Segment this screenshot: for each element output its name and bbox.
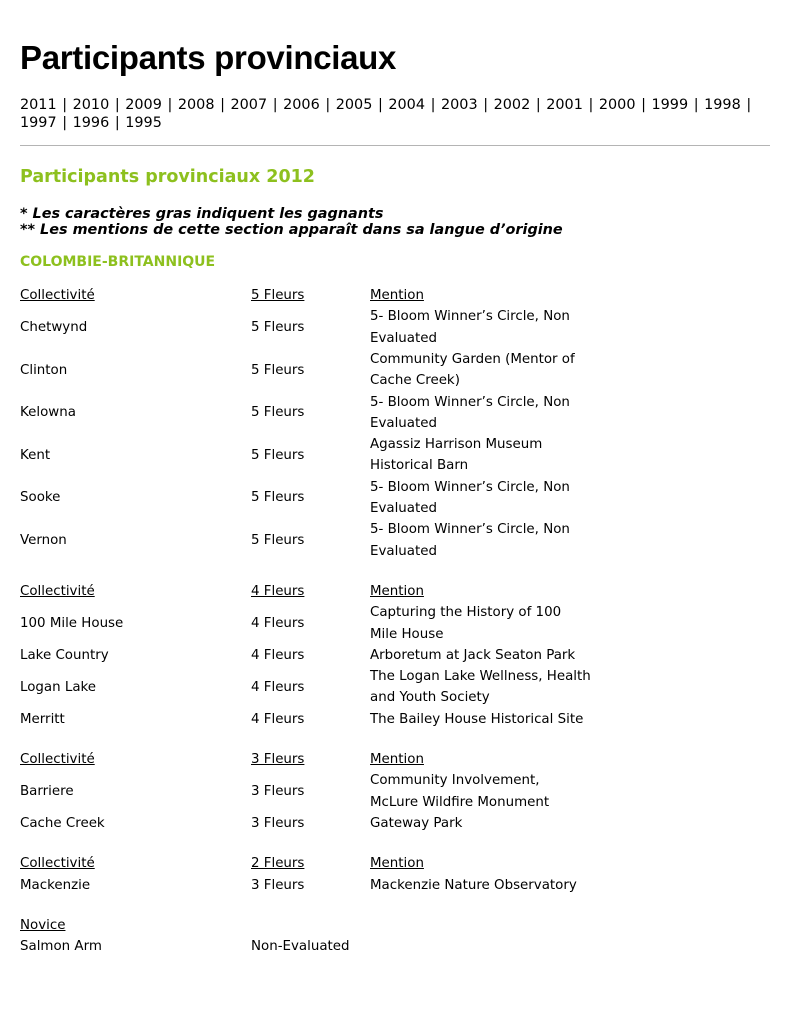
community-cell: Salmon Arm: [20, 939, 102, 955]
column-header: Mention: [370, 752, 424, 767]
mention-cell: The Logan Lake Wellness, Health: [370, 669, 591, 685]
mention-cell: 5- Bloom Winner’s Circle, Non: [370, 394, 570, 410]
rating-cell: 5 Fleurs: [251, 405, 305, 421]
year-link-1995[interactable]: 1995: [125, 115, 162, 131]
mention-cell: and Youth Society: [370, 690, 490, 706]
mention-cell: Historical Barn: [370, 458, 469, 474]
rating-cell: 5 Fleurs: [251, 319, 305, 335]
community-cell: Clinton: [20, 362, 68, 378]
community-cell: Sooke: [20, 490, 61, 506]
mention-cell: Evaluated: [370, 330, 437, 346]
rating-cell: 4 Fleurs: [251, 711, 305, 727]
year-link-2006[interactable]: 2006: [283, 97, 320, 113]
year-separator: |: [478, 97, 493, 113]
mention-cell: Community Involvement,: [370, 773, 540, 789]
mention-cell: The Bailey House Historical Site: [370, 711, 584, 727]
mention-cell: 5- Bloom Winner’s Circle, Non: [370, 309, 570, 325]
community-cell: Merritt: [20, 711, 65, 727]
community-cell: Kent: [20, 447, 51, 463]
year-link-1998[interactable]: 1998: [704, 97, 741, 113]
year-link-2003[interactable]: 2003: [441, 97, 478, 113]
year-separator: |: [268, 97, 283, 113]
year-link-2010[interactable]: 2010: [72, 97, 110, 113]
mention-cell: 5- Bloom Winner’s Circle, Non: [370, 479, 570, 495]
year-separator: |: [689, 97, 704, 113]
rating-cell: 5 Fleurs: [251, 532, 305, 548]
year-link-2004[interactable]: 2004: [388, 97, 425, 113]
community-cell: Vernon: [20, 532, 67, 548]
year-link-2008[interactable]: 2008: [177, 97, 215, 113]
rating-cell: 4 Fleurs: [251, 647, 305, 663]
column-header: Collectivité: [20, 856, 95, 872]
mention-cell: McLure Wildfire Monument: [370, 794, 550, 810]
year-separator: |: [57, 97, 72, 113]
year-separator: |: [215, 97, 230, 113]
year-separator: |: [110, 115, 125, 131]
year-separator: |: [426, 97, 440, 113]
year-link-1996[interactable]: 1996: [72, 115, 110, 131]
column-header: 5 Fleurs: [251, 288, 305, 303]
year-separator: |: [636, 97, 651, 113]
year-separator: |: [531, 97, 546, 113]
rating-cell: 5 Fleurs: [251, 447, 305, 463]
year-separator: |: [320, 97, 335, 113]
community-cell: Kelowna: [20, 405, 76, 421]
community-cell: Logan Lake: [20, 679, 97, 695]
mention-cell: Capturing the History of 100: [370, 605, 562, 621]
section-title: Participants provinciaux 2012: [20, 167, 315, 187]
province-heading: COLOMBIE-BRITANNIQUE: [20, 254, 216, 270]
rating-cell: 3 Fleurs: [251, 815, 305, 831]
mention-cell: Gateway Park: [370, 815, 463, 831]
year-separator: |: [583, 97, 598, 113]
year-separator: |: [373, 97, 388, 113]
bold-winners-note: * Les caractères gras indiquent les gagnants: [20, 206, 384, 222]
rating-cell: 4 Fleurs: [251, 679, 305, 695]
mention-cell: Arboretum at Jack Seaton Park: [370, 647, 576, 663]
year-navigation: [20, 96, 775, 132]
year-link-1997[interactable]: 1997: [20, 115, 57, 131]
year-separator: |: [110, 97, 125, 113]
mention-cell: Agassiz Harrison Museum: [370, 437, 543, 453]
year-link-2000[interactable]: 2000: [598, 97, 636, 113]
mention-cell: 5- Bloom Winner’s Circle, Non: [370, 522, 570, 538]
community-cell: Cache Creek: [20, 815, 105, 831]
column-header: Collectivité: [20, 583, 95, 599]
page-title: Participants provinciaux: [20, 39, 397, 76]
column-header: 2 Fleurs: [251, 856, 305, 872]
community-cell: Mackenzie: [20, 877, 91, 893]
rating-cell: 3 Fleurs: [251, 783, 305, 799]
column-header: 4 Fleurs: [251, 583, 305, 599]
mention-cell: Mackenzie Nature Observatory: [370, 877, 577, 893]
year-link-2002[interactable]: 2002: [493, 97, 531, 113]
year-separator: |: [741, 97, 752, 113]
community-cell: Lake Country: [20, 647, 109, 663]
rating-cell: 4 Fleurs: [251, 615, 305, 631]
year-link-2001[interactable]: 2001: [546, 97, 583, 113]
column-header: Mention: [370, 856, 424, 872]
mention-cell: Evaluated: [370, 501, 437, 516]
year-link-2005[interactable]: 2005: [335, 97, 373, 113]
year-link-2009[interactable]: 2009: [125, 97, 162, 113]
divider: [20, 145, 770, 146]
year-link-2011[interactable]: 2011: [20, 97, 57, 113]
year-separator: |: [57, 115, 72, 131]
community-cell: 100 Mile House: [20, 615, 124, 631]
column-header: Collectivité: [20, 752, 95, 767]
original-language-note: ** Les mentions de cette section apparaît dans sa langue d’origine: [20, 222, 563, 238]
rating-cell: Non-Evaluated: [251, 939, 350, 955]
year-link-2007[interactable]: 2007: [230, 97, 268, 113]
column-header: Mention: [370, 583, 424, 599]
mention-cell: Evaluated: [370, 415, 437, 431]
column-header: Collectivité: [20, 288, 95, 303]
year-separator: |: [162, 97, 177, 113]
column-header: Novice: [20, 917, 66, 933]
mention-cell: Mile House: [370, 626, 444, 642]
column-header: 3 Fleurs: [251, 752, 305, 767]
mention-cell: Evaluated: [370, 543, 437, 559]
rating-cell: 3 Fleurs: [251, 877, 305, 893]
mention-cell: Community Garden (Mentor of: [370, 351, 575, 367]
column-header: Mention: [370, 288, 424, 303]
rating-cell: 5 Fleurs: [251, 362, 305, 378]
community-cell: Barriere: [20, 783, 74, 799]
mention-cell: Cache Creek): [370, 373, 460, 389]
year-link-1999[interactable]: 1999: [651, 97, 689, 113]
community-cell: Chetwynd: [20, 319, 88, 335]
rating-cell: 5 Fleurs: [251, 490, 305, 506]
